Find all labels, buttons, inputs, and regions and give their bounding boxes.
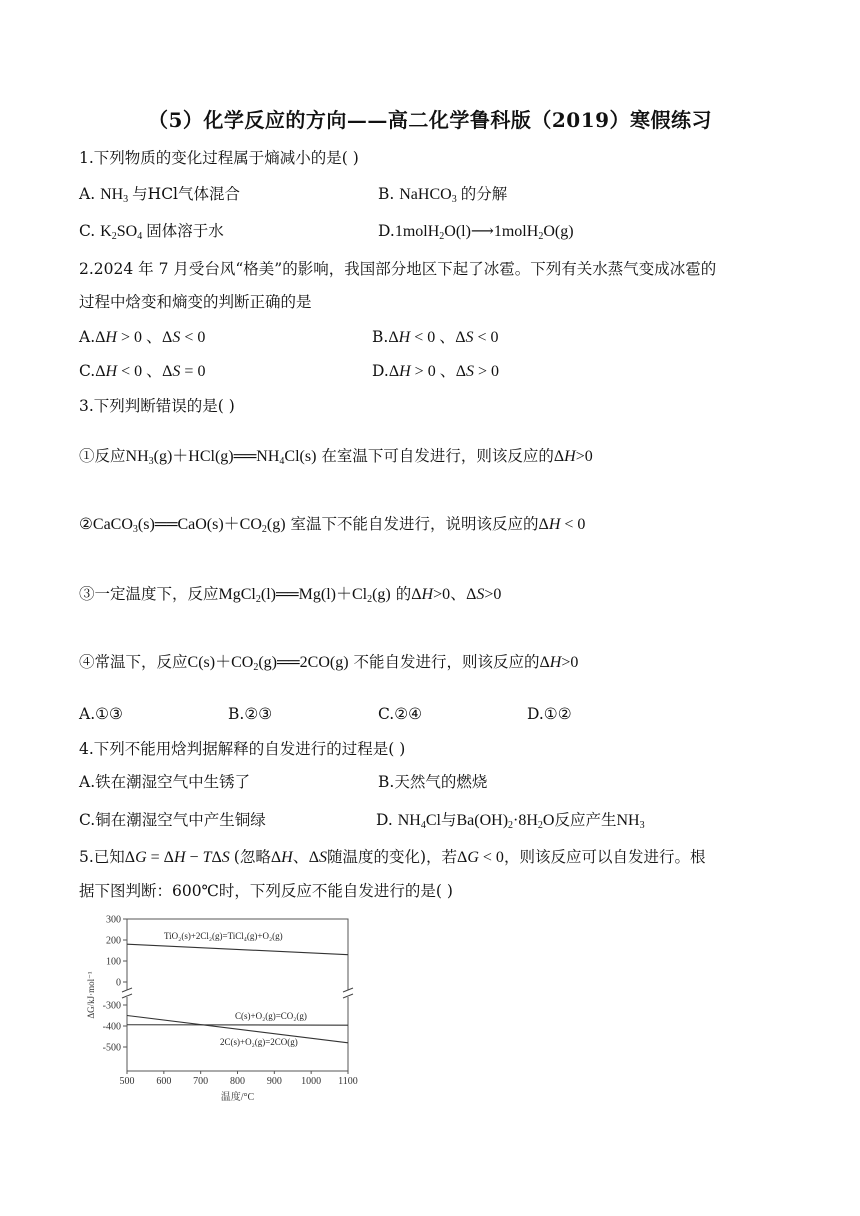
q1-option-b[interactable]: B. NaHCO$_3$ 的分解 [378,185,508,205]
q4-option-a[interactable]: A.铁在潮湿空气中生锈了 [79,773,251,791]
q3-statement-4: ④常温下，反应$C(s)+CO_2(g)══2CO(g)$ 不能自发进行，则该反应的ΔH>0 [79,653,579,673]
q3-s3-post: 的 [395,585,412,603]
q2-stem-line2: 过程中焓变和熵变的判断正确的是 [79,293,312,311]
q3-s1-post: 在室温下可自发进行，则该反应的 [321,447,554,465]
q2-option-d-label: D. [372,362,389,380]
q4-option-d-mid: 与 [440,811,457,829]
q3-option-d[interactable]: D.①② [527,705,572,723]
q3-s4-post: 不能自发进行，则该反应的 [353,653,540,671]
chart-axes [121,919,354,1071]
x-tick-label: 1100 [338,1076,358,1087]
q5-post: ，则该反应可以自发进行。根 [503,848,706,866]
q5-stem-line2: 据下图判断：600℃时，下列反应不能自发进行的是( ) [79,882,453,900]
q3-statement-2: $②CaCO_3(s)══CaO(s)+CO_2(g)$ 室温下不能自发进行，说明该反应的ΔH < 0 [79,515,586,535]
series-annotation-3: 2C(s)+O₂(g)=2CO(g) [220,1037,298,1047]
y-tick-label: 200 [106,935,121,947]
series-annotation-2: C(s)+O₂(g)=CO₂(g) [235,1011,307,1021]
q2-option-a[interactable]: A.ΔH > 0 、ΔS < 0 [79,328,206,346]
q1-stem: 1.下列物质的变化过程属于熵减小的是( ) [79,149,359,167]
q2-option-c-label: C. [79,362,96,380]
q1-option-d-label: D. [378,222,395,240]
q1-option-c-text: 固体溶于水 [146,222,224,240]
q3-s1-pre: ①反应 [79,447,126,465]
q3-stem: 3.下列判断错误的是( ) [79,397,235,415]
series-annotation-1: TiO₂(s)+2Cl₂(g)=TiCl₄(g)+O₂(g) [164,931,283,941]
q1-option-a-text: 与HCl气体混合 [132,185,241,203]
x-tick-label: 900 [266,1076,282,1087]
y-tick-label: -300 [102,1000,121,1012]
q5-stem-line1: 5.已知ΔG = ΔH − TΔS (忽略ΔH、ΔS随温度的变化)，若ΔG < 0，则该反应可以自发进行。根 [79,848,706,866]
y-tick-label: -500 [102,1042,121,1054]
q2-option-c[interactable]: C.ΔH < 0 、ΔS = 0 [79,362,206,380]
x-tick-label: 800 [230,1076,245,1087]
x-tick-label: 1000 [301,1076,322,1087]
delta-g-temperature-chart [80,908,370,1103]
q2-option-d[interactable]: D.ΔH > 0 、ΔS > 0 [372,362,500,380]
q3-s2-post: 室温下不能自发进行，说明该反应的 [290,515,539,533]
q1-option-d[interactable]: D.1molH$_2$O(l)⟶1molH$_2$O(g) [378,222,574,242]
q3-statement-1: ①反应$NH_3(g)+HCl(g)══NH_4Cl(s)$ 在室温下可自发进行，则该反应的ΔH>0 [79,447,593,467]
q1-option-a[interactable]: A. $NH_3$ 与HCl气体混合 [79,185,241,205]
y-tick-label: -400 [102,1021,121,1033]
x-tick-label: 500 [119,1076,135,1087]
y-tick-label: 300 [106,914,121,926]
q3-statement-3: ③一定温度下，反应$MgCl_2(l)══Mg(l)+Cl_2(g)$ 的ΔH>0、ΔS>0 [79,585,502,605]
q1-option-c[interactable]: C. $K_2SO_4$ 固体溶于水 [79,222,224,242]
q5-pre: 5.已知 [79,848,125,866]
x-tick-label: 700 [193,1076,209,1087]
q3-s2-pre: ② [79,515,93,533]
q5-mid: (忽略 [233,848,271,866]
q3-s4-pre: ④常温下，反应 [79,653,188,671]
q1-option-b-text: 的分解 [460,185,508,203]
q4-option-d-post: 反应产生 [554,811,617,829]
q4-option-d[interactable]: D. $NH_4Cl$与$Ba(OH)_2\cdot 8H_2O$反应产生$NH_3$ [376,811,645,831]
q4-option-b[interactable]: B.天然气的燃烧 [378,773,488,791]
q4-stem: 4.下列不能用焓判据解释的自发进行的过程是( ) [79,740,406,758]
q5-mid2: 随温度的变化)，若 [326,848,458,866]
q1-option-b-label: B. [378,185,400,203]
q3-s3-pre: ③一定温度下，反应 [79,585,219,603]
q3-option-c[interactable]: C.②④ [378,705,423,723]
page-title: （5）化学反应的方向——高二化学鲁科版（2019）寒假练习 [147,108,713,132]
q3-option-b[interactable]: B.②③ [228,705,273,723]
x-tick-label: 600 [156,1076,172,1087]
q2-stem-line1: 2.2024 年 7 月受台风“格美”的影响，我国部分地区下起了冰雹。下列有关水蒸气变成冰雹的 [79,260,717,278]
q1-option-a-label: A. [79,185,101,203]
x-axis-label: 温度/°C [220,1092,255,1103]
y-tick-label: 100 [106,956,121,968]
q4-option-c[interactable]: C.铜在潮湿空气中产生铜绿 [79,811,266,829]
q2-option-a-label: A. [79,328,96,346]
q4-option-d-label: D. [376,811,398,829]
q2-option-b-label: B. [372,328,389,346]
q3-option-a[interactable]: A.①③ [79,705,123,723]
plot-frame [127,919,348,1071]
q2-option-b[interactable]: B.ΔH < 0 、ΔS < 0 [372,328,499,346]
y-tick-label: 0 [116,977,121,989]
y-axis-label: ΔG/kJ·mol⁻¹ [86,971,96,1019]
q1-option-c-label: C. [79,222,101,240]
